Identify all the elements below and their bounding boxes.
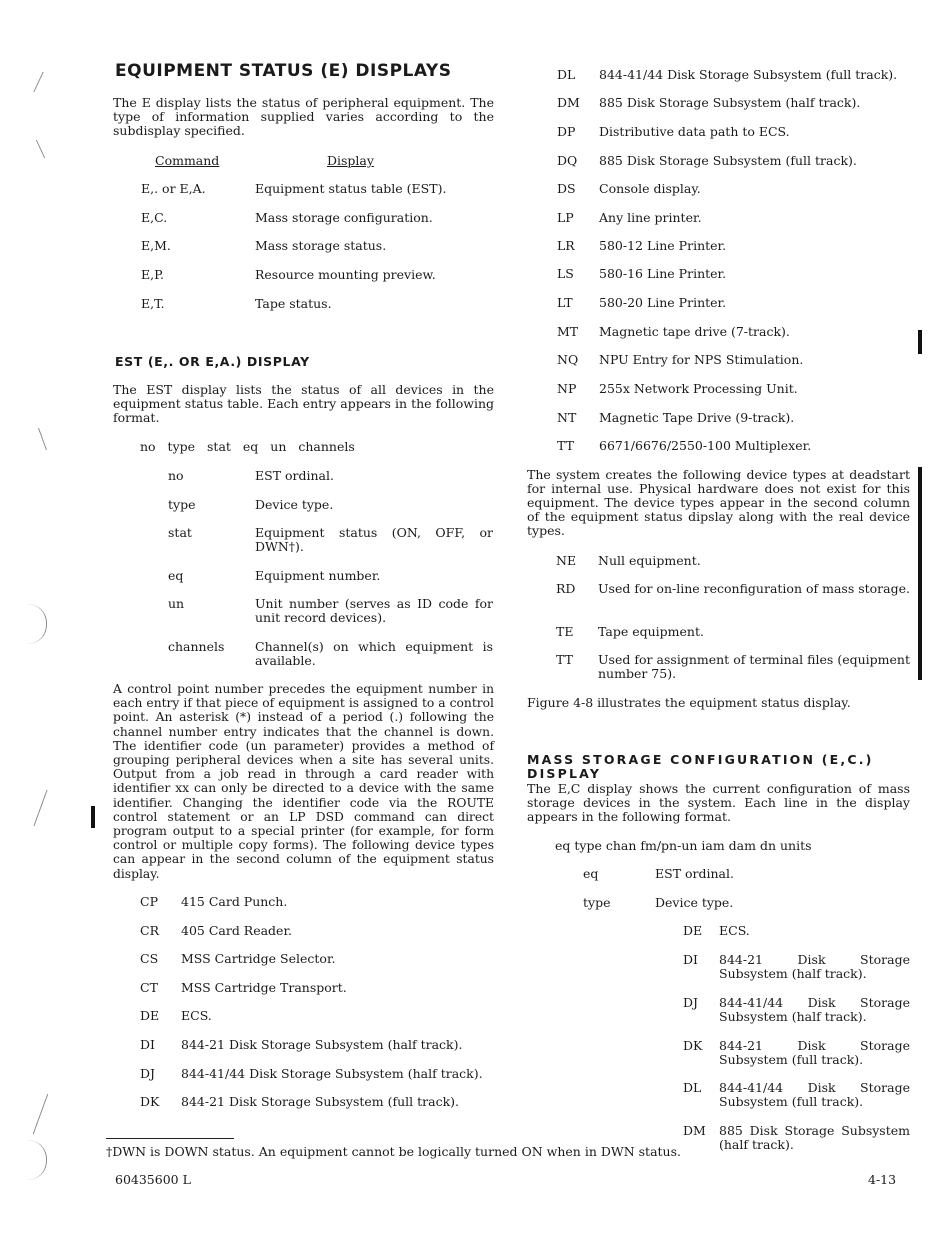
intro-paragraph: The E display lists the status of peripheral equipment. The type of information supplied varies according to the subdisplay specified.: [113, 95, 494, 138]
device-description: 255x Network Processing Unit.: [599, 381, 798, 396]
binding-mark: [33, 790, 47, 826]
device-description: NPU Entry for NPS Stimulation.: [599, 352, 804, 367]
est-section-title: EST (E,. OR E,A.) DISPLAY: [115, 354, 310, 369]
type-description: ECS.: [719, 923, 750, 938]
device-description: 844-41/44 Disk Storage Subsystem (half track).: [181, 1066, 483, 1081]
command-description: Resource mounting preview.: [255, 267, 436, 282]
device-code: CS: [140, 951, 159, 966]
field-description: Equipment status (ON, OFF, or DWN†).: [255, 525, 493, 554]
device-description: ECS.: [181, 1008, 212, 1023]
device-code: DS: [557, 181, 576, 196]
page-title: EQUIPMENT STATUS (E) DISPLAYS: [115, 61, 452, 81]
device-code: LT: [557, 295, 573, 310]
binding-mark: [28, 604, 47, 644]
binding-mark: [36, 140, 45, 158]
device-description: Used for assignment of terminal files (equipment number 75).: [598, 652, 910, 681]
footnote: †DWN is DOWN status. An equipment cannot be logically turned ON when in DWN status.: [106, 1144, 681, 1159]
device-code: DI: [140, 1037, 155, 1052]
field-name: un: [168, 596, 185, 611]
device-description: Console display.: [599, 181, 701, 196]
device-description: 580-20 Line Printer.: [599, 295, 727, 310]
command-code: E,C.: [141, 210, 168, 225]
device-description: 580-16 Line Printer.: [599, 266, 727, 281]
device-code: DL: [557, 67, 576, 82]
binding-mark: [28, 1140, 47, 1180]
device-description: Tape equipment.: [598, 624, 704, 639]
field-name: eq: [583, 866, 599, 881]
command-description: Equipment status table (EST).: [255, 181, 447, 196]
type-code: DE: [683, 923, 703, 938]
command-description: Tape status.: [255, 296, 332, 311]
device-code: DE: [140, 1008, 160, 1023]
device-code: NQ: [557, 352, 579, 367]
device-description: Any line printer.: [599, 210, 702, 225]
field-description: Device type.: [255, 497, 334, 512]
device-code: DM: [557, 95, 580, 110]
change-bar: [918, 467, 922, 680]
type-code: DL: [683, 1080, 702, 1095]
mass-storage-intro: The E,C display shows the current configuration of mass storage devices in the system. Each line in the display appears in the following format.: [527, 781, 910, 824]
device-code: LP: [557, 210, 574, 225]
change-bar: [918, 330, 922, 354]
deadstart-paragraph: The system creates the following device types at deadstart for internal use. Physical hardware does not exist for this equipment. The device types appear in the second column of the equipment status dipslay along with the real device types.: [527, 467, 910, 538]
device-code: TE: [556, 624, 574, 639]
device-code: DK: [140, 1094, 160, 1109]
device-code: NP: [557, 381, 577, 396]
field-name: eq: [168, 568, 184, 583]
device-description: 844-21 Disk Storage Subsystem (full track).: [181, 1094, 460, 1109]
device-description: 6671/6676/2550-100 Multiplexer.: [599, 438, 812, 453]
device-code: RD: [556, 581, 576, 596]
type-description: 844-21 Disk Storage Subsystem (full track).: [719, 1038, 910, 1067]
device-description: Null equipment.: [598, 553, 701, 568]
type-code: DI: [683, 952, 698, 967]
field-description: Device type.: [655, 895, 734, 910]
type-code: DJ: [683, 995, 699, 1010]
device-description: MSS Cartridge Transport.: [181, 980, 347, 995]
device-code: MT: [557, 324, 579, 339]
device-description: 844-41/44 Disk Storage Subsystem (full track).: [599, 67, 898, 82]
field-description: EST ordinal.: [255, 468, 334, 483]
device-code: NT: [557, 410, 577, 425]
device-code: NE: [556, 553, 577, 568]
command-description: Mass storage configuration.: [255, 210, 433, 225]
device-description: Magnetic tape drive (7-track).: [599, 324, 790, 339]
device-code: DP: [557, 124, 576, 139]
identifier-paragraph: A control point number precedes the equipment number in each entry if that piece of equipment is assigned to a control point. An asterisk (*) instead of a period (.) following the channel number entry indicates that the channel is down. The identifier code (un parameter) provides a method of grouping peripheral devices when a site has several units. Output from a job read in through a card reader with identifier xx can only be directed to a device with the same identifier. Changing the identifier code via the ROUTE control statement or an LP DSD command can direct program output to a special printer (for example, for form control or multiple copy forms). The following device types can appear in the second column of the equipment status display.: [113, 682, 494, 881]
command-code: E,M.: [141, 238, 171, 253]
field-name: channels: [168, 639, 225, 654]
est-format-line: no type stat eq un channels: [140, 439, 355, 454]
change-bar: [91, 806, 95, 828]
device-code: TT: [556, 652, 573, 667]
field-description: EST ordinal.: [655, 866, 734, 881]
device-description: MSS Cartridge Selector.: [181, 951, 336, 966]
type-description: 844-21 Disk Storage Subsystem (half track).: [719, 952, 910, 981]
binding-mark: [38, 428, 47, 450]
device-code: TT: [557, 438, 574, 453]
page-number: 4-13: [868, 1172, 897, 1187]
est-intro-paragraph: The EST display lists the status of all devices in the equipment status table. Each entry appears in the following format.: [113, 382, 494, 425]
type-description: 844-41/44 Disk Storage Subsystem (half track).: [719, 995, 910, 1024]
field-name: type: [168, 497, 196, 512]
device-code: DJ: [140, 1066, 156, 1081]
device-code: LS: [557, 266, 574, 281]
type-code: DM: [683, 1123, 706, 1138]
device-description: 415 Card Punch.: [181, 894, 288, 909]
type-code: DK: [683, 1038, 703, 1053]
field-name: type: [583, 895, 611, 910]
device-description: Distributive data path to ECS.: [599, 124, 790, 139]
mass-storage-format-line: eq type chan fm/pn-un iam dam dn units: [555, 838, 812, 853]
field-description: Channel(s) on which equipment is available.: [255, 639, 493, 668]
device-code: CR: [140, 923, 159, 938]
command-code: E,P.: [141, 267, 164, 282]
device-description: 844-21 Disk Storage Subsystem (half track).: [181, 1037, 463, 1052]
device-description: 405 Card Reader.: [181, 923, 293, 938]
device-code: DQ: [557, 153, 578, 168]
binding-mark: [33, 1094, 49, 1134]
command-column-header: Command: [155, 153, 220, 168]
type-description: 844-41/44 Disk Storage Subsystem (full track).: [719, 1080, 910, 1109]
device-code: CP: [140, 894, 158, 909]
type-description: 885 Disk Storage Subsystem (half track).: [719, 1123, 910, 1152]
field-name: stat: [168, 525, 192, 540]
mass-storage-section-title: MASS STORAGE CONFIGURATION (E,C.) DISPLAY: [527, 752, 874, 781]
binding-mark: [33, 72, 43, 92]
field-description: Unit number (serves as ID code for unit record devices).: [255, 596, 493, 625]
command-description: Mass storage status.: [255, 238, 387, 253]
field-name: no: [168, 468, 184, 483]
document-number: 60435600 L: [115, 1172, 191, 1187]
device-code: CT: [140, 980, 158, 995]
footnote-rule: [106, 1138, 234, 1139]
device-description: 885 Disk Storage Subsystem (full track).: [599, 153, 857, 168]
command-code: E,T.: [141, 296, 165, 311]
device-description: Used for on-line reconfiguration of mass storage.: [598, 581, 910, 596]
figure-reference: Figure 4-8 illustrates the equipment status display.: [527, 695, 851, 710]
device-description: 885 Disk Storage Subsystem (half track).: [599, 95, 861, 110]
display-column-header: Display: [327, 153, 374, 168]
field-description: Equipment number.: [255, 568, 381, 583]
device-code: LR: [557, 238, 575, 253]
device-description: 580-12 Line Printer.: [599, 238, 727, 253]
device-description: Magnetic Tape Drive (9-track).: [599, 410, 795, 425]
command-code: E,. or E,A.: [141, 181, 206, 196]
